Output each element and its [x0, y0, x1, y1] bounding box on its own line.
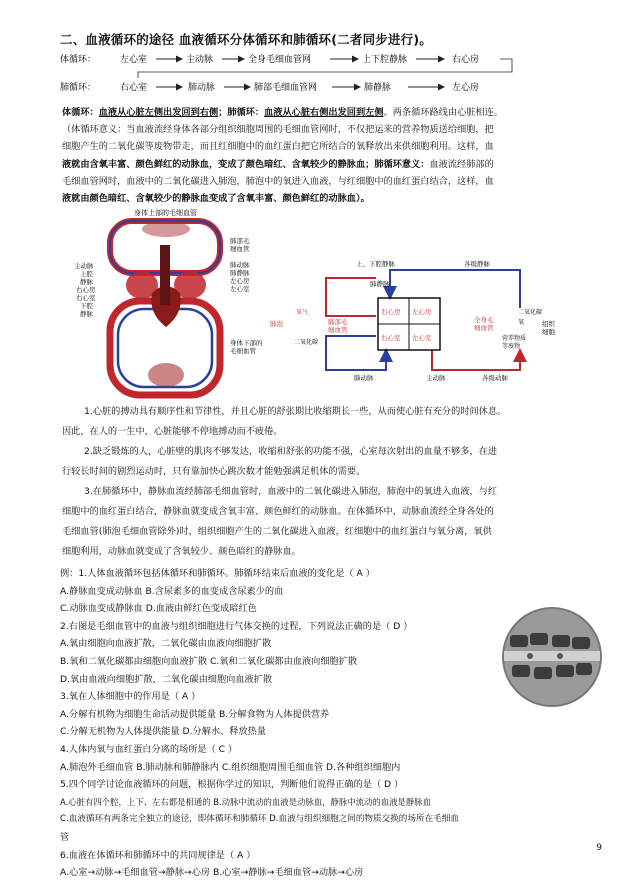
q1-cd: C.动脉血变成静脉血 D.血液由鲜红色变成暗红色 — [60, 603, 257, 615]
fr-pulm-vein: 肺静脉 — [370, 280, 390, 288]
fr-o2b: 氧 — [518, 319, 525, 326]
pulmonary-label: 肺循环： — [60, 83, 97, 93]
explanation-paragraphs — [62, 402, 602, 562]
p1-line5: 毛细血管网时，血液中的二氧化碳进入肺泡，肺泡中的氧进入血液，与红细胞中的血红蛋白结合，这样，血 — [62, 175, 494, 187]
para-3d: 细胞利用，动脉血就变成了含氧较少、颜色暗红的静脉血。 — [62, 546, 301, 557]
q3-cd: C.分解无机物为人体提供能量 D.分解水、释放热量 — [60, 726, 267, 738]
p1-mid: ；肺循环： — [218, 107, 265, 118]
para-1a: 1.心脏的搏动具有顺序性和节律性，并且心脏的舒张期比收缩期长一些，从而使心脏有充分的时间休息。 — [84, 406, 507, 417]
p1-line4b: 血液流经肺部的 — [429, 158, 494, 170]
q6: 6.血液在体循环和肺循环中的共同规律是（ A ） — [60, 849, 256, 861]
flow-sys-0: 左心室 — [120, 55, 148, 65]
fig-left-r4: 左心房 — [230, 277, 250, 285]
flow-pul-4: 左心房 — [452, 83, 480, 93]
q5: 5.四个同学讨论血液循环的问题，根据你学过的知识，判断他们说得正确的是（ D ） — [60, 779, 404, 791]
q1: 例：1.人体血液循环包括体循环和肺循环。肺循环结束后血液的变化是（ A ） — [60, 568, 375, 579]
p1-line3: 细胞产生的二氧化碳等废物带走，而且红细胞中的血红蛋白把它所结合的氧释放出来供细胞利用。这样，血 — [62, 141, 494, 153]
para-1b: 因此，在人的一生中，心脏能够不停地搏动而不疲倦。 — [62, 426, 283, 437]
fig-left-l1: 上腔 — [80, 270, 93, 278]
p1-systemic-def: 血液从心脏左侧出发回到右侧 — [98, 107, 219, 118]
p1-tail: 。两条循环路线由心脏相连。 — [383, 107, 503, 118]
fr-tissue0: 组织 — [542, 320, 555, 328]
q6-ab: A.心室→动脉→毛细血管→静脉→心房 B.心室→静脉→毛细血管→动脉→心房 — [60, 867, 364, 879]
circulation-schematic — [266, 258, 566, 382]
q4-opts: A.肺泡外毛细血管 B.肺动脉和肺静脉内 C.组织细胞周围毛细血管 D.各种组织细胞内 — [60, 761, 401, 773]
body-circulation-figure — [74, 205, 274, 401]
flow-sys-3: 上下腔静脉 — [362, 55, 408, 65]
fig-left-r2: 肺动脉 — [230, 261, 250, 269]
p1-line6: 液就由颜色暗红、含氧较少的静脉血变成了含氧丰富、颜色鲜红的动脉血）。 — [62, 193, 370, 205]
para-2b: 行较长时间的剧烈运动时，只有靠加快心跳次数才能勉强满足机体的需要。 — [62, 466, 366, 477]
fr-aorta: 主动脉 — [426, 374, 446, 382]
flow-pul-0: 右心室 — [120, 83, 148, 93]
p1-lead: 体循环： — [62, 107, 99, 118]
fr-waste0: 营养物质 — [502, 335, 527, 342]
fr-ra: 右心房 — [381, 308, 401, 316]
systemic-label: 体循环： — [60, 55, 97, 65]
q5-cont: 管 — [60, 831, 70, 843]
fig-left-b1: 毛细血管 — [230, 347, 256, 355]
q2-d: D.氧由血液向细胞扩散，二氧化碳由细胞向血液扩散 — [60, 673, 273, 685]
q2: 2.右图是毛细血管中的血液与组织细胞进行气体交换的过程，下列说法正确的是（ D ） — [60, 620, 413, 632]
fig-left-r1: 细血管 — [230, 245, 250, 253]
q2-bc: B.氧和二氧化碳都由细胞向血液扩散 C.氧和二氧化碳都由血液向细胞扩散 — [60, 655, 358, 667]
p1-pulmonary-def: 血液从心脏右侧出发回到左侧 — [264, 107, 384, 118]
q4: 4.人体内氧与血红蛋白分离的场所是（ C ） — [60, 743, 238, 755]
fr-la: 左心房 — [412, 308, 432, 316]
circulation-paragraph — [62, 104, 602, 207]
para-3a: 3.在肺循环中，静脉血流经肺部毛细血管时，血液中的二氧化碳进入肺泡，肺泡中的氧进入血液，与红 — [84, 486, 498, 497]
flow-sys-2: 全身毛细血管网 — [248, 55, 312, 65]
fr-o2: 氧气 — [296, 309, 309, 316]
para-2a: 2.缺乏锻炼的人，心脏壁的肌肉不够发达，收缩和舒张的功能不强，心室每次射出的血量不够多，在进 — [84, 446, 498, 457]
p1-line4a: 液就由含氧丰富、颜色鲜红的动脉血，变成了颜色暗红、含氧较少的静脉血；肺循环意义： — [62, 158, 430, 170]
fr-tissue1: 细胞 — [542, 328, 555, 336]
q3: 3.氧在人体细胞中的作用是（ A ） — [60, 691, 201, 703]
fig-left-l3: 右心房 — [76, 286, 96, 294]
circulation-flow-diagram — [60, 48, 520, 98]
fig-left-b0: 身体下部的 — [230, 339, 263, 347]
fig-left-l4: 右心室 — [76, 294, 96, 302]
fig-left-l6: 静脉 — [80, 310, 93, 318]
fig-left-top-label: 身体上部的毛细血管 — [134, 209, 197, 217]
fr-pulm-artery: 肺动脉 — [354, 374, 374, 382]
fr-rv: 右心室 — [381, 334, 401, 342]
fr-arteries: 各级动脉 — [482, 374, 508, 382]
q5-cd: C.血液循环有两条完全独立的途径，即体循环和肺循环 D.血液与组织细胞之间的物质交换的场所在毛细血 — [60, 814, 459, 825]
fr-bodycap1: 细血管 — [474, 324, 494, 332]
flow-pul-1: 肺动脉 — [188, 83, 216, 93]
q5-ab: A.心脏有四个腔，上下、左右都是相通的 B.动脉中流动的血液是动脉血，静脉中流动的血液是静脉血 — [60, 796, 432, 807]
p1-line2: （体循环意义：当血液流经身体各部分组织细胞周围的毛细血管网时，不仅把运来的营养物质送给细胞，把 — [62, 124, 494, 136]
fr-top-vein: 上、下腔静脉 — [356, 260, 395, 268]
fr-capillary: 各级静脉 — [464, 260, 490, 268]
fig-left-l2: 静脉 — [80, 278, 93, 286]
fr-co2b: 二氧化碳 — [518, 309, 543, 316]
q2-a: A.氧由细胞向血液扩散，二氧化碳由血液向细胞扩散 — [60, 638, 272, 650]
flow-pul-2: 肺部毛细血管网 — [254, 83, 318, 93]
flow-sys-1: 主动脉 — [186, 55, 214, 65]
section-title: 二、血液循环的途径 血液循环分体循环和肺循环(二者同步进行)。 — [60, 32, 432, 47]
flow-pul-3: 肺静脉 — [364, 83, 392, 93]
fr-waste1: 等废物 — [502, 343, 521, 350]
para-3c: 毛细血管(肺泡毛细血管除外)时，组织细胞产生的二氧化碳进入血液，红细胞中的血红蛋白与氧分离，氧供 — [62, 526, 492, 537]
fr-lungcap1: 细血管 — [328, 326, 348, 334]
fr-lung: 肺泡 — [270, 320, 283, 328]
capillary-micrograph — [500, 605, 604, 709]
fig-left-r5: 左心室 — [230, 285, 250, 293]
fr-bodycap0: 全身毛 — [474, 316, 494, 324]
flow-sys-4: 右心房 — [452, 55, 480, 65]
page-number: 9 — [596, 843, 602, 853]
fig-left-r3: 肺静脉 — [230, 269, 250, 277]
fr-lungcap0: 肺部毛 — [328, 318, 348, 326]
para-3b: 细胞中的血红蛋白结合，静脉血就变成含氧丰富、颜色鲜红的动脉血。在体循环中，动脉血流经全身各处的 — [62, 506, 494, 517]
fig-left-r0: 肺部毛 — [230, 237, 250, 245]
fr-co2: 二氧化碳 — [294, 339, 319, 346]
fr-lv: 左心室 — [412, 334, 432, 342]
q1-ab: A.静脉血变成动脉血 B.含尿素多的血变成含尿素少的血 — [60, 585, 284, 597]
fig-left-l5: 下腔 — [80, 302, 93, 310]
q3-ab: A.分解有机物为细胞生命活动提供能量 B.分解食物为人体提供营养 — [60, 708, 330, 720]
fig-left-l0: 主动脉 — [74, 262, 94, 270]
